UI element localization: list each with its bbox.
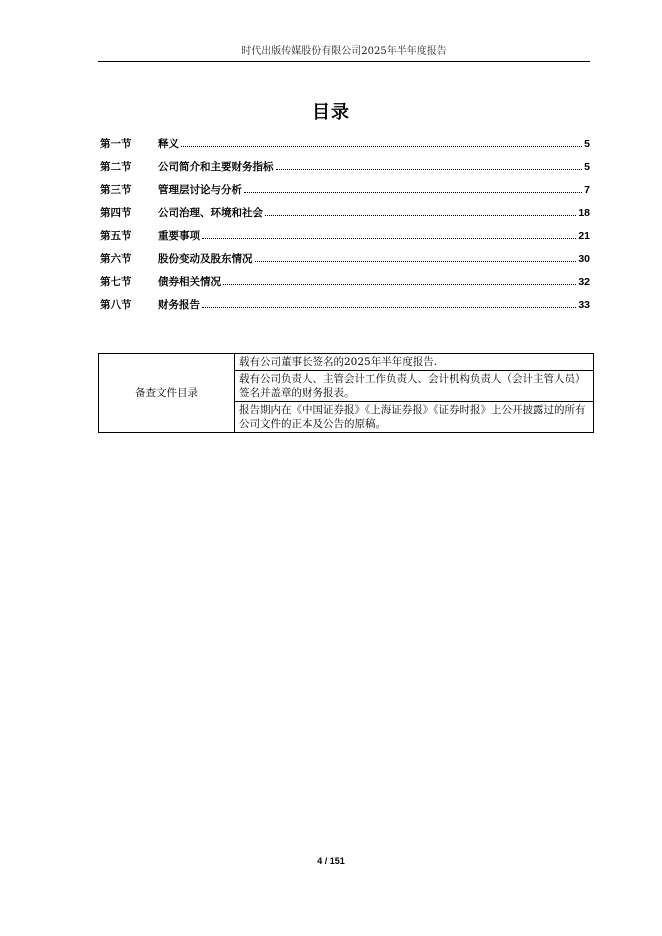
toc-page-number: 5 [584, 137, 590, 150]
toc-entry-6[interactable] [100, 247, 590, 270]
toc-section-number: 第二节 [100, 161, 132, 173]
toc-entry-4[interactable] [100, 201, 590, 224]
page-number: 4 / 151 [317, 856, 345, 866]
toc-title: 目录 [312, 102, 350, 123]
toc-section-number: 第一节 [100, 138, 132, 150]
toc-entry-label: 公司治理、环境和社会 [158, 207, 263, 219]
toc-section-number: 第六节 [100, 253, 132, 265]
toc-section-number: 第七节 [100, 276, 132, 288]
toc-entry-7[interactable] [100, 270, 590, 293]
toc-entry-label: 管理层讨论与分析 [158, 184, 242, 196]
toc-leader-dots [265, 215, 576, 216]
toc-entry-2[interactable] [100, 155, 590, 178]
toc-entry-label: 财务报告 [158, 299, 200, 311]
toc-leader-dots [223, 284, 576, 285]
toc-section-number: 第四节 [100, 207, 132, 219]
toc-leader-dots [202, 307, 576, 308]
reference-document-item: 载有公司负责人、主管会计工作负责人、会计机构负责人（会计主管人员）签名并盖章的财务报表。 [235, 371, 594, 402]
toc-page-number: 21 [578, 229, 590, 242]
toc-entry-label: 股份变动及股东情况 [158, 253, 253, 265]
page-header: 时代出版传媒股份有限公司2025年半年度报告 [241, 46, 447, 57]
toc-entry-5[interactable] [100, 224, 590, 247]
toc-leader-dots [276, 169, 583, 170]
toc-section-number: 第五节 [100, 230, 132, 242]
reference-documents-label: 备查文件目录 [99, 354, 235, 433]
toc-entry-1[interactable] [100, 132, 590, 155]
toc-page-number: 18 [578, 206, 590, 219]
reference-document-item: 载有公司董事长签名的2025年半年度报告. [235, 354, 594, 371]
table-row [99, 354, 594, 371]
toc-entry-8[interactable] [100, 293, 590, 316]
toc-section-number: 第三节 [100, 184, 132, 196]
toc-entry-label: 债券相关情况 [158, 276, 221, 288]
header-rule [98, 61, 590, 62]
toc-leader-dots [244, 192, 582, 193]
toc-page-number: 33 [578, 298, 590, 311]
toc-leader-dots [202, 238, 576, 239]
toc-leader-dots [181, 146, 582, 147]
toc-entry-label: 释义 [158, 138, 179, 150]
toc-section-number: 第八节 [100, 299, 132, 311]
toc-page-number: 32 [578, 275, 590, 288]
reference-documents-table [98, 353, 594, 433]
toc-page-number: 30 [578, 252, 590, 265]
reference-document-item: 报告期内在《中国证券报》《上海证券报》《证券时报》上公开披露过的所有公司文件的正本及公告的原稿。 [235, 402, 594, 433]
toc-page-number: 5 [584, 160, 590, 173]
toc-entry-label: 重要事项 [158, 230, 200, 242]
toc-entry-label: 公司简介和主要财务指标 [158, 161, 274, 173]
toc-page-number: 7 [584, 183, 590, 196]
toc-entry-3[interactable] [100, 178, 590, 201]
table-of-contents [100, 132, 590, 316]
toc-leader-dots [255, 261, 577, 262]
